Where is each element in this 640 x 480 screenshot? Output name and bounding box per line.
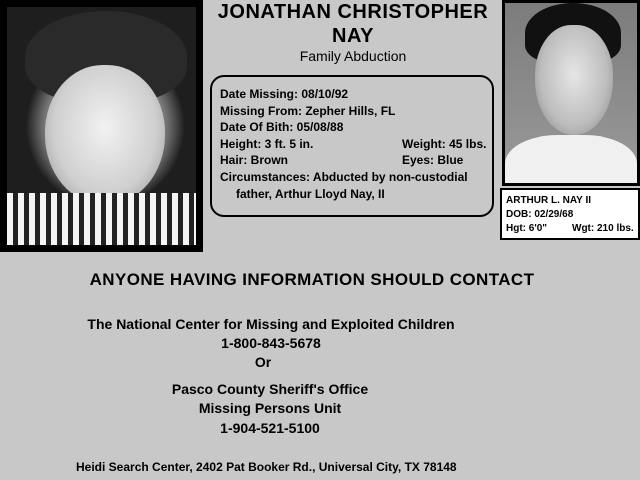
case-type: Family Abduction — [299, 48, 407, 64]
org2-unit: Missing Persons Unit — [198, 400, 342, 416]
abductor-info-box — [500, 188, 640, 240]
or-separator: Or — [254, 354, 272, 370]
circumstances: Circumstances: Abducted by non-custodial — [220, 169, 468, 184]
date-of-birth: Date Of Bith: 05/08/88 — [220, 120, 344, 135]
missing-child-name-last: NAY — [332, 25, 374, 47]
weight: Weight: 45 lbs. — [402, 136, 487, 151]
hair: Hair: Brown — [220, 153, 289, 168]
contact-heading: ANYONE HAVING INFORMATION SHOULD CONTACT — [89, 270, 535, 289]
abductor-stats — [506, 222, 638, 236]
height: Height: 3 ft. 5 in. — [220, 136, 314, 151]
org1-name: The National Center for Missing and Exploited Children — [87, 316, 455, 332]
missing-from: Missing From: Zepher Hills, FL — [220, 103, 396, 118]
org1-phone: 1-800-843-5678 — [221, 335, 321, 351]
missing-child-name-first: JONATHAN CHRISTOPHER — [217, 1, 489, 23]
details-box — [210, 75, 494, 217]
abductor-weight: Wgt: 210 lbs. — [572, 223, 634, 234]
child-photo — [0, 0, 203, 252]
abductor-dob: DOB: 02/29/68 — [506, 209, 574, 220]
abductor-photo — [502, 0, 640, 186]
org2-phone: 1-904-521-5100 — [220, 420, 320, 436]
hair-eyes-row — [220, 152, 492, 169]
footer-address: Heidi Search Center, 2402 Pat Booker Rd., Universal City, TX 78148 — [76, 460, 457, 474]
abductor-name: ARTHUR L. NAY II — [506, 195, 592, 206]
eyes: Eyes: Blue — [402, 153, 464, 168]
abductor-height: Hgt: 6'0" — [506, 223, 548, 234]
circumstances-continued: father, Arthur Lloyd Nay, II — [236, 186, 385, 201]
org2-name: Pasco County Sheriff's Office — [171, 381, 369, 397]
date-missing: Date Missing: 08/10/92 — [220, 87, 349, 101]
height-weight-row — [220, 136, 492, 153]
